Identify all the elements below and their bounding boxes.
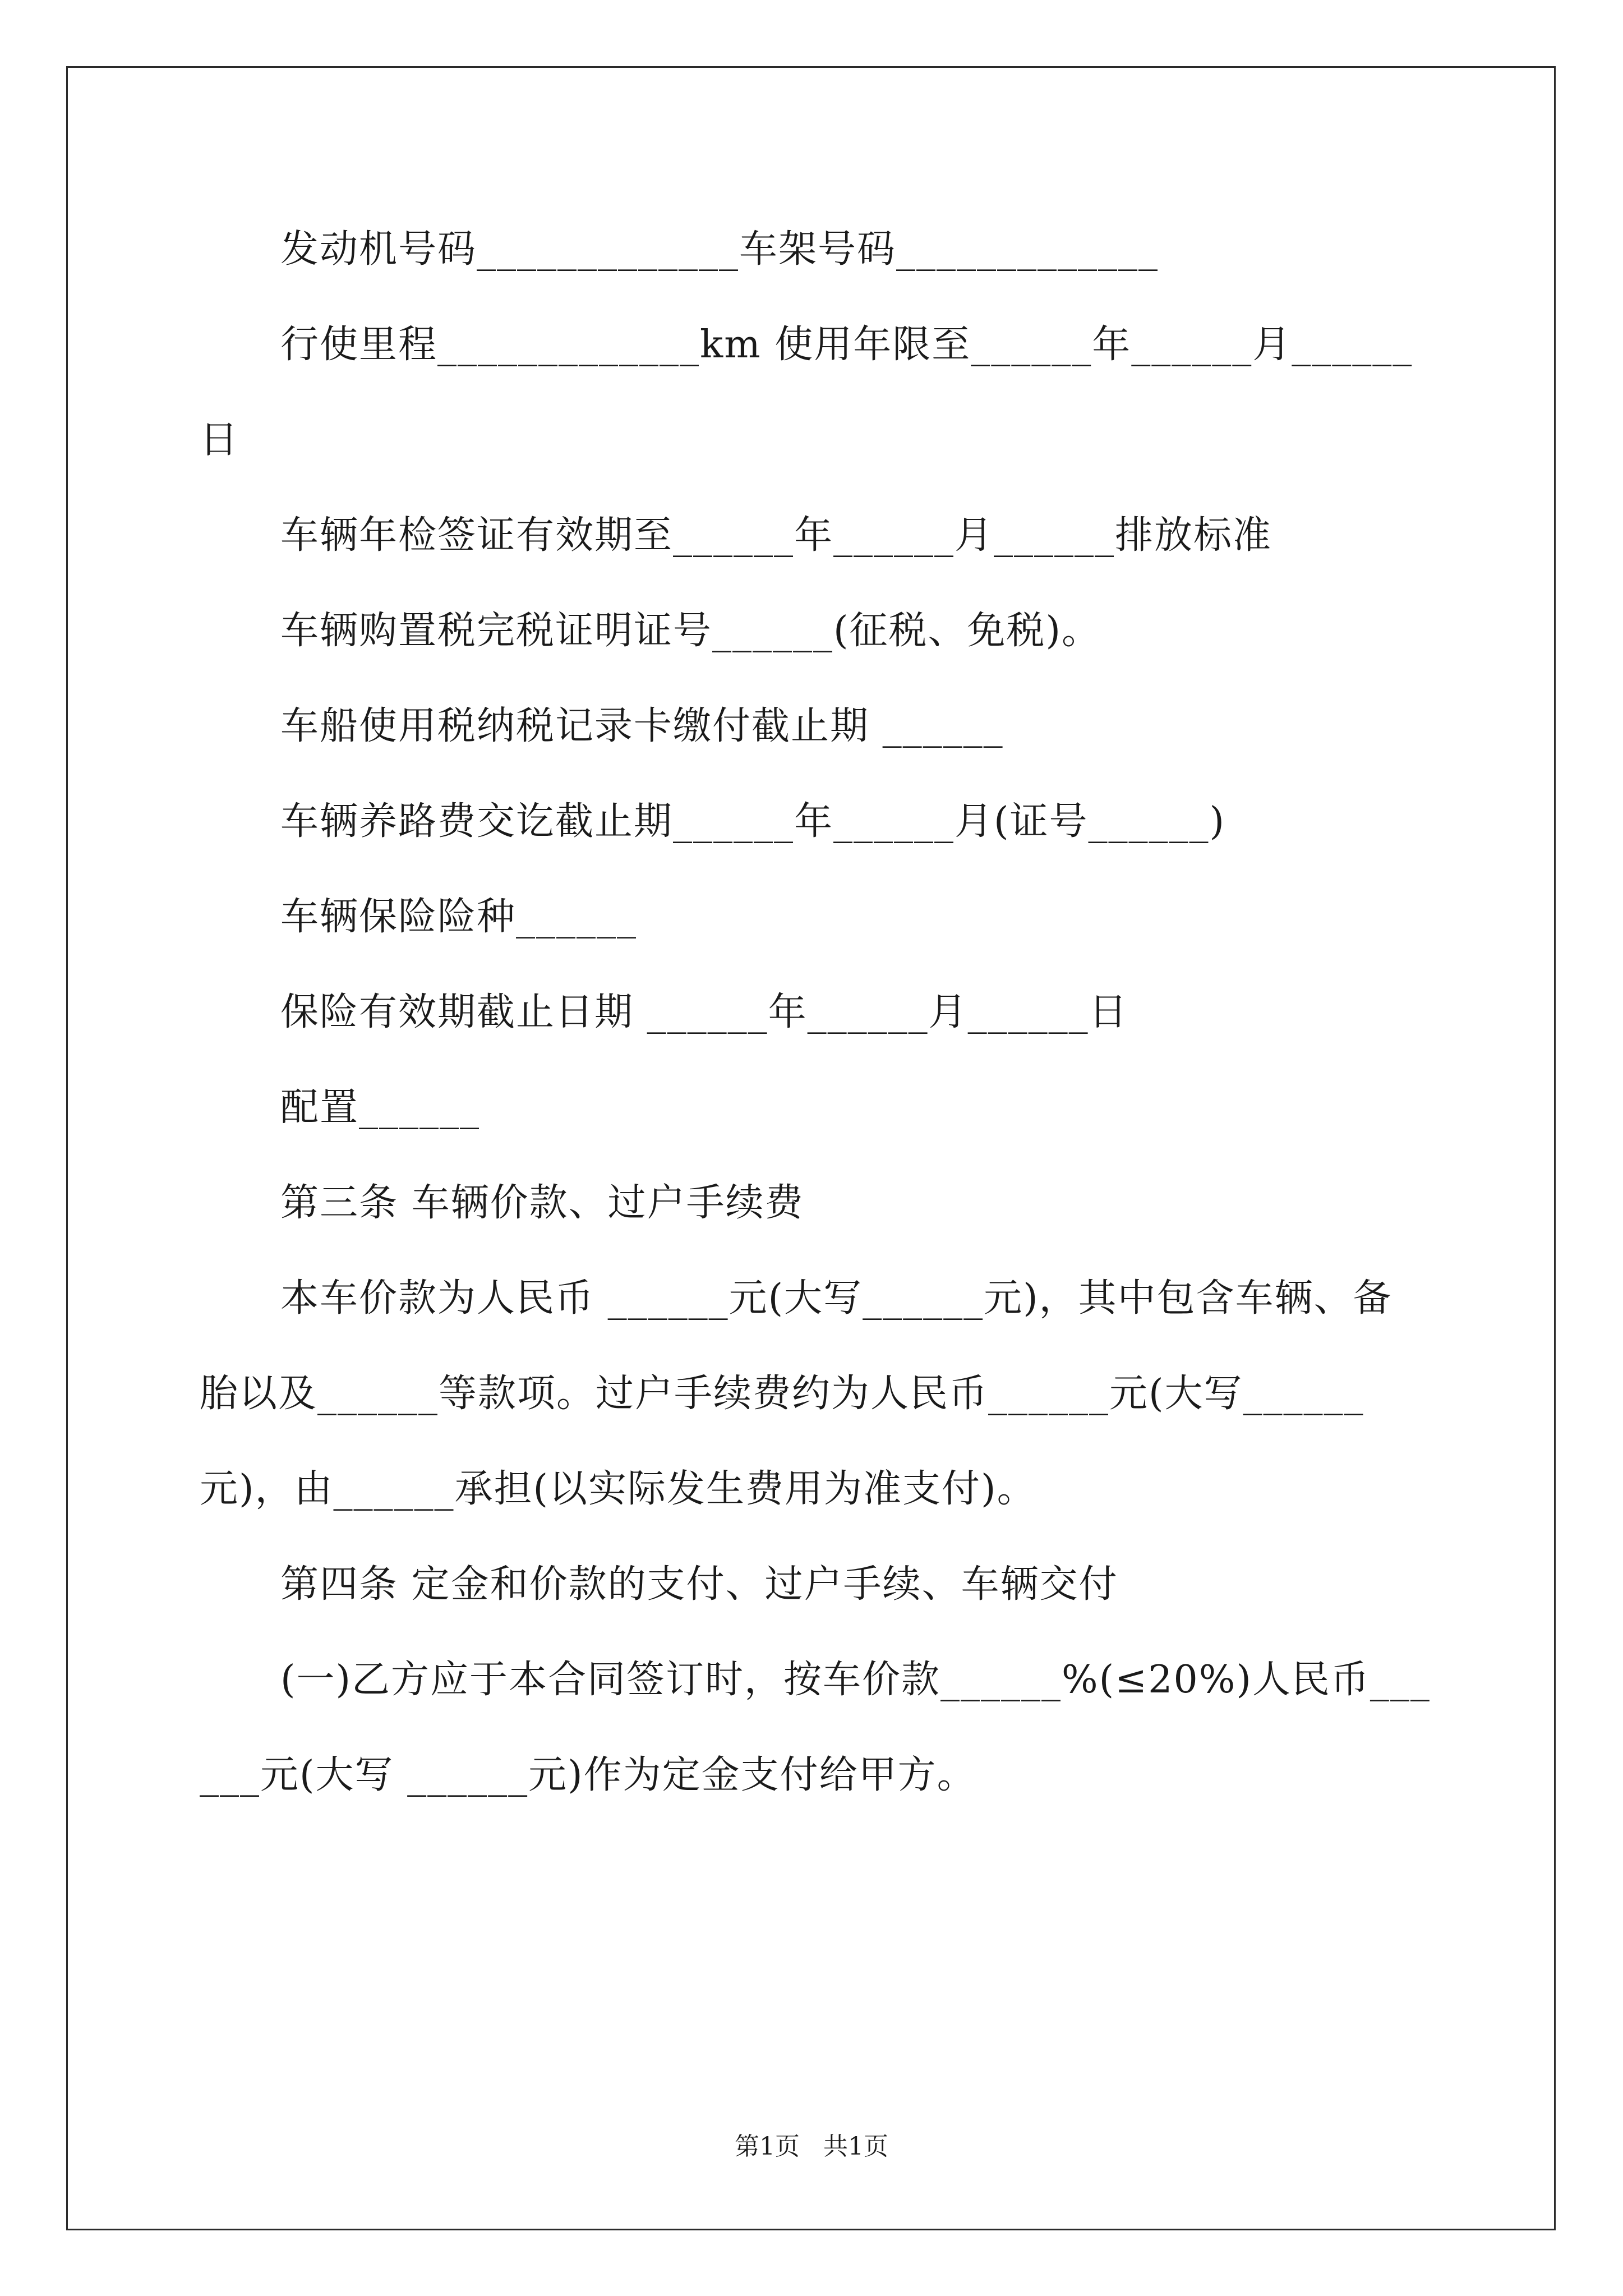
paragraph-engine-frame-number: 发动机号码_____________车架号码_____________ [280,227,1159,272]
paragraph-insurance-expiry: 保险有效期截止日期 ______年______月______日 [280,990,1128,1034]
paragraph-mileage-service-life: 行使里程_____________km 使用年限至______年______月______日 [200,323,1413,462]
document-body [200,202,1431,1823]
heading-article-four: 第四条 定金和价款的支付、过户手续、车辆交付 [280,1562,1118,1607]
page-number-footer: 第1页 共1页 [735,2132,888,2161]
paragraph-deposit: (一)乙方应于本合同签订时，按车价款______%(≤20%)人民币______元(大写 ______元)作为定金支付给甲方。 [200,1658,1431,1797]
paragraph-insurance-type: 车辆保险险种______ [280,895,638,939]
paragraph-road-maintenance-fee: 车辆养路费交讫截止期______年______月(证号______) [280,799,1226,844]
heading-article-three: 第三条 车辆价款、过户手续费 [280,1181,804,1225]
paragraph-purchase-tax: 车辆购置税完税证明证号______(征税、免税)。 [280,609,1101,653]
paragraph-vehicle-price: 本车价款为人民币 ______元(大写______元)，其中包含车辆、备胎以及______等款项。过户手续费约为人民币______元(大写______元)，由______承担(以实际发生费用为准支付)。 [200,1276,1393,1511]
paragraph-vessel-tax: 车船使用税纳税记录卡缴付截止期 ______ [280,704,1004,748]
paragraph-configuration: 配置______ [280,1085,481,1130]
paragraph-annual-inspection: 车辆年检签证有效期至______年______月______排放标准 [280,513,1272,558]
